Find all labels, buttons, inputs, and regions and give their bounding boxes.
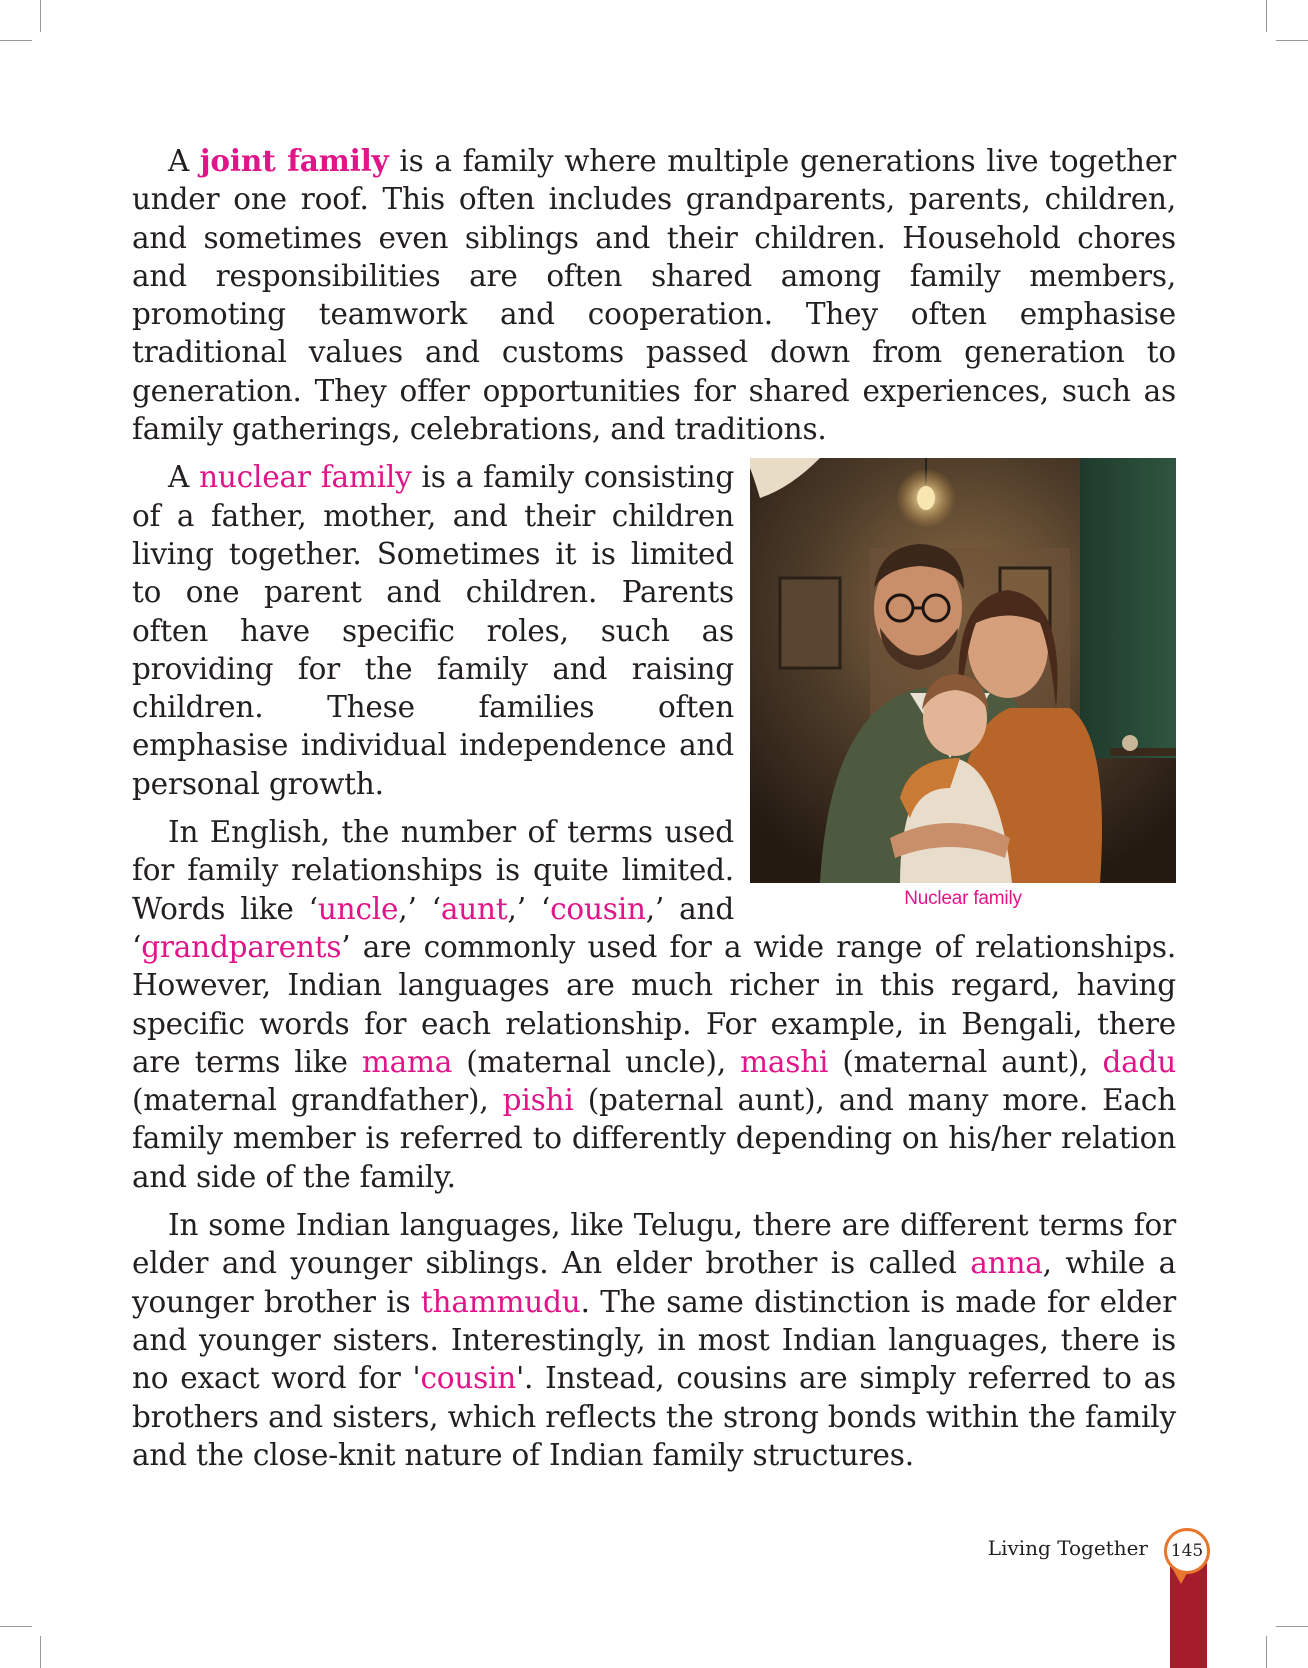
text: is a family consisting of a father, mother, and their children living together. Sometimes it is limited to one parent and children. Parents often have specific roles, such as providing for the family and raising children. These families often emphasise individual independence and personal growth. [132, 460, 734, 801]
text: (maternal aunt), [828, 1044, 1103, 1079]
figure-caption: Nuclear family [904, 888, 1022, 910]
term-joint-family: joint family [199, 143, 389, 178]
term-anna: anna [970, 1246, 1043, 1281]
term-mashi: mashi [740, 1044, 829, 1079]
paragraph-joint-family [132, 142, 1176, 448]
term-cousin: cousin [550, 891, 646, 926]
text: In some Indian languages, like Telugu, there are different terms for elder and younger siblings. An elder brother is called [132, 1208, 1176, 1281]
nuclear-family-photo [750, 458, 1176, 883]
term-pishi: pishi [502, 1083, 574, 1118]
text: '. Instead, cousins are simply referred to as brothers and sisters, which reflects the strong bonds within the family and the close-knit nature of Indian family structures. [132, 1361, 1176, 1472]
crop-mark [40, 0, 41, 32]
text: (maternal uncle), [452, 1044, 741, 1079]
page-body [132, 142, 1176, 1484]
crop-mark [1266, 1636, 1267, 1668]
term-mama: mama [361, 1044, 453, 1079]
chapter-title: Living Together [987, 1536, 1148, 1560]
crop-mark [1276, 40, 1308, 41]
text: (maternal grandfather), [132, 1083, 503, 1118]
text: , while a younger brother is [132, 1246, 1176, 1319]
term-thammudu: thammudu [420, 1284, 581, 1319]
text: . The same distinction is made for elder and younger sisters. Interestingly, in most Indian languages, there is no exact word for ' [132, 1284, 1176, 1396]
text: ’ are commonly used for a wide range of relationships. However, Indian languages are much richer in this regard, having specific words for each relationship. For example, in Bengali, there are terms like [132, 929, 1176, 1079]
term-aunt: aunt [440, 891, 508, 926]
term-dadu: dadu [1102, 1044, 1176, 1079]
text: ,’ ‘ [507, 891, 551, 926]
paragraph-telugu-terms [132, 1206, 1176, 1474]
text: (paternal aunt), and many more. Each family member is referred to differently depending on his/her relation and side of the family. [132, 1083, 1176, 1194]
term-grandparents: grandparents [141, 929, 342, 964]
text: A [168, 460, 200, 495]
term-uncle: uncle [317, 891, 399, 926]
page-number: 145 [1164, 1528, 1210, 1574]
text: In English, the number of terms used for family relationships is quite limited. Words like ‘ [132, 815, 734, 926]
text: ,’ ‘ [398, 891, 441, 926]
crop-mark [1276, 1626, 1308, 1627]
crop-mark [0, 40, 32, 41]
text: is a family where multiple generations live together under one roof. This often includes grandparents, parents, children, and sometimes even siblings and their children. Household chores and responsibilities are often shared among family members, promoting teamwork and cooperation. They often emphasise traditional values and customs passed down from generation to generation. They offer opportunities for shared experiences, such as family gatherings, celebrations, and traditions. [132, 144, 1176, 447]
term-cousin: cousin [420, 1361, 517, 1396]
crop-mark [1266, 0, 1267, 32]
crop-mark [0, 1626, 32, 1627]
term-nuclear-family: nuclear family [199, 460, 412, 495]
crop-mark [40, 1636, 41, 1668]
text: A [168, 144, 200, 178]
figure-nuclear-family [750, 458, 1176, 915]
text: ,’ and ‘ [132, 891, 735, 964]
